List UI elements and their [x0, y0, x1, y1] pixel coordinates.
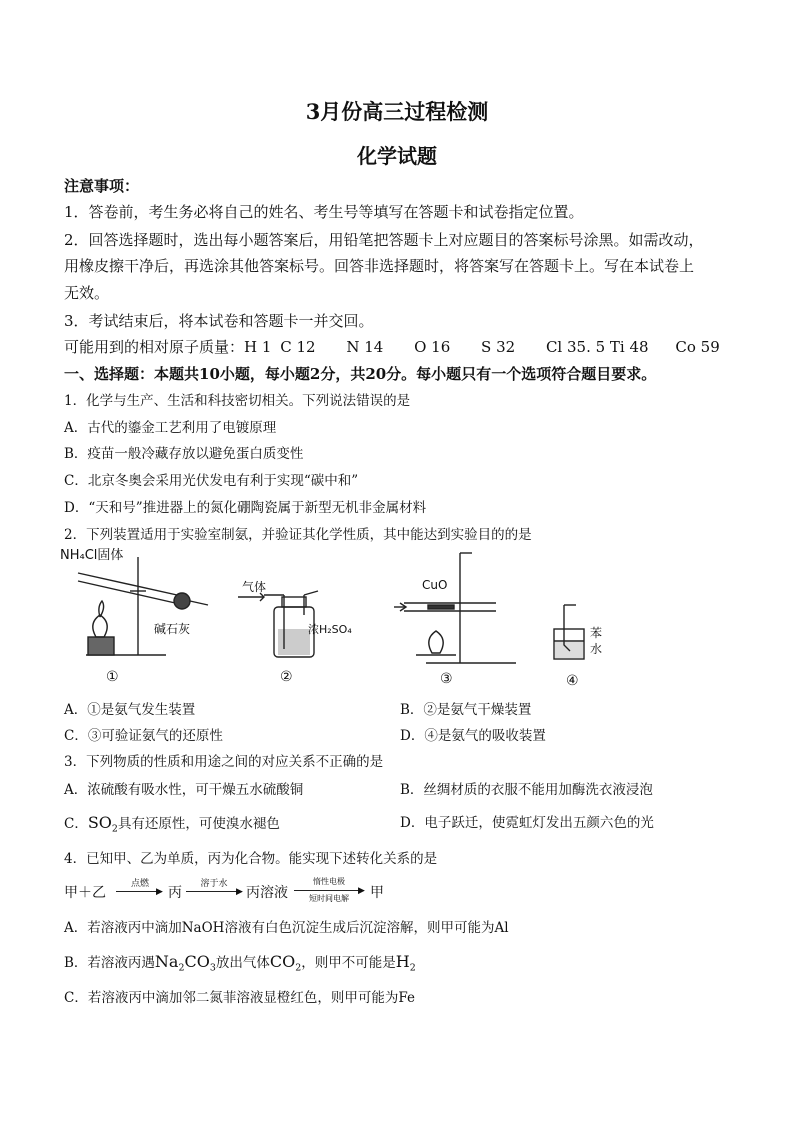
q4-option-a: A．若溶液丙中滴加NaOH溶液有白色沉淀生成后沉淀溶解，则甲可能为Al — [64, 920, 509, 936]
q4-b-sub-3: 2 — [295, 962, 302, 974]
q2-option-b: B．②是氨气干燥装置 — [400, 702, 532, 718]
q4-b-post: ，则甲不可能是 — [301, 955, 396, 971]
notice-item-2b: 用橡皮擦干净后，再选涂其他答案标号。回答非选择题时，将答案写在答题卡上。写在本试卷上 — [64, 257, 695, 275]
q1-stem: 1．化学与生产、生活和科技密切相关。下列说法错误的是 — [64, 393, 411, 409]
scheme-species-1: 甲＋乙 — [64, 885, 106, 901]
label-cuo: CuO — [422, 578, 448, 592]
q4-b-formula-co2: CO — [269, 952, 296, 971]
q2-option-a: A．①是氨气发生装置 — [64, 702, 196, 718]
notice-item-2a: 2．回答选择题时，选出每小题答案后，用铅笔把答题卡上对应题目的答案标号涂黑。如需改动， — [64, 231, 704, 249]
notice-heading: 注意事项： — [64, 177, 140, 195]
label-soda-lime: 碱石灰 — [154, 622, 191, 636]
q2-stem: 2．下列装置适用于实验室制氨，并验证其化学性质，其中能达到实验目的的是 — [64, 527, 532, 543]
mass-s: S 32 — [481, 338, 516, 356]
atomic-mass-line — [64, 337, 720, 357]
scheme-arrow3-bottom: 短时间电解 — [309, 894, 349, 903]
scheme-arrowhead-1: ▶ — [156, 887, 163, 897]
scheme-arrow2-label: 溶于水 — [200, 879, 228, 889]
q3-option-d: D．电子跃迁，使霓虹灯发出五颜六色的光 — [400, 815, 654, 831]
q4-b-sub-1: 2 — [178, 962, 185, 974]
q4-option-c: C．若溶液丙中滴加邻二氮菲溶液显橙红色，则甲可能为Fe — [64, 990, 415, 1006]
atomic-mass-label: 可能用到的相对原子质量： — [64, 338, 245, 356]
q1-option-b: B．疫苗一般冷藏存放以避免蛋白质变性 — [64, 446, 304, 462]
q3-option-a: A．浓硫酸有吸水性，可干燥五水硫酸铜 — [64, 782, 304, 798]
mass-cl-ti: Cl 35. 5 Ti 48 — [545, 338, 649, 356]
mass-c: C 12 — [280, 338, 316, 356]
exam-title: 3月份高三过程检测 — [305, 99, 489, 124]
label-benzene: 苯 — [590, 626, 603, 640]
q2-option-c: C．③可验证氨气的还原性 — [64, 728, 223, 744]
label-water: 水 — [590, 642, 603, 656]
scheme-species-2: 丙 — [168, 885, 182, 901]
q4-stem: 4．已知甲、乙为单质，丙为化合物。能实现下述转化关系的是 — [64, 851, 438, 867]
scheme-arrow3-top: 惰性电极 — [313, 877, 345, 886]
figure-number-1: ① — [106, 669, 119, 685]
scheme-arrowhead-3: ▶ — [358, 886, 365, 896]
scheme-species-4: 甲 — [370, 885, 384, 901]
q1-option-d: D．“天和号”推进器上的氮化硼陶瓷属于新型无机非金属材料 — [64, 500, 427, 516]
mass-co: Co 59 — [675, 338, 720, 356]
mass-o: O 16 — [414, 338, 451, 356]
q3-c-subscript: 2 — [111, 823, 118, 835]
exam-subtitle: 化学试题 — [357, 144, 437, 168]
q2-option-d: D．④是氨气的吸收装置 — [400, 728, 546, 744]
section-heading: 一、选择题：本题共10小题，每小题2分，共20分。每小题只有一个选项符合题目要求。 — [64, 365, 657, 383]
q3-c-text: 具有还原性，可使溴水褪色 — [117, 816, 280, 832]
q3-option-b: B．丝绸材质的衣服不能用加酶洗衣液浸泡 — [400, 782, 653, 798]
q4-b-prefix: B．若溶液丙遇 — [64, 955, 155, 971]
notice-item-1: 1．答卷前，考生务必将自己的姓名、考生号等填写在答题卡和试卷指定位置。 — [64, 203, 584, 221]
q4-b-sub-2: 3 — [209, 962, 216, 974]
scheme-arrow-3 — [294, 890, 364, 891]
mass-h: H 1 — [244, 338, 272, 356]
q3-c-prefix: C． — [64, 816, 88, 832]
figure-number-2: ② — [280, 669, 293, 685]
q1-option-c: C．北京冬奥会采用光伏发电有利于实现“碳中和” — [64, 473, 359, 489]
q4-b-formula-na: Na — [154, 952, 179, 971]
q4-b-mid: 放出气体 — [215, 955, 270, 971]
scheme-arrow-2 — [186, 891, 242, 892]
q4-b-sub-4: 2 — [409, 962, 416, 974]
q4-b-formula-h: H — [395, 952, 410, 971]
q4-b-formula-co: CO — [184, 952, 210, 971]
q4-scheme — [64, 876, 424, 906]
scheme-arrowhead-2: ▶ — [236, 887, 243, 897]
figure-number-4: ④ — [566, 673, 579, 689]
q1-option-a: A．古代的鎏金工艺利用了电镀原理 — [64, 420, 277, 436]
q4-option-b — [64, 952, 416, 973]
q3-option-c — [64, 813, 280, 834]
notice-item-3: 3．考试结束后，将本试卷和答题卡一并交回。 — [64, 312, 374, 330]
scheme-arrow1-label: 点燃 — [130, 879, 149, 889]
label-gas: 气体 — [242, 580, 267, 594]
scheme-species-3: 丙溶液 — [246, 885, 288, 901]
q3-c-formula: SO — [87, 813, 112, 832]
mass-n: N 14 — [346, 338, 384, 356]
figure-number-3: ③ — [440, 671, 453, 687]
label-h2so4: 浓H₂SO₄ — [308, 623, 352, 636]
q3-stem: 3．下列物质的性质和用途之间的对应关系不正确的是 — [64, 754, 384, 770]
label-nh4cl: NH₄Cl固体 — [60, 548, 124, 563]
q2-apparatus-figure — [56, 545, 616, 695]
notice-item-2c: 无效。 — [64, 284, 110, 302]
